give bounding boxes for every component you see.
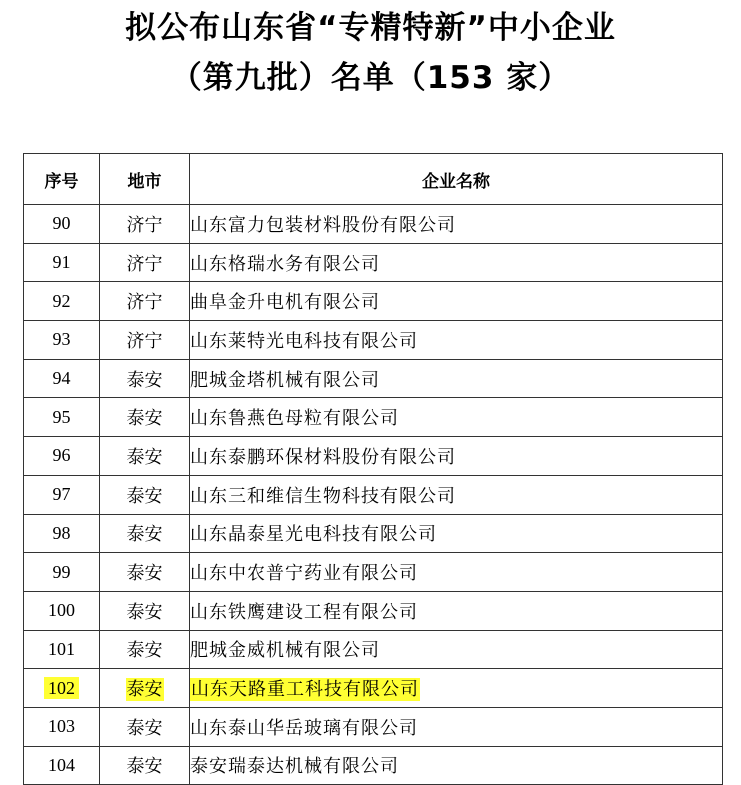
row-city-text: 泰安	[126, 446, 163, 468]
row-enterprise-name	[190, 707, 723, 746]
row-city	[100, 359, 190, 398]
row-enterprise-name	[190, 437, 723, 476]
row-enterprise-name-text: 山东泰鹏环保材料股份有限公司	[190, 446, 456, 468]
row-enterprise-name	[190, 591, 723, 630]
row-city	[100, 282, 190, 321]
row-serial-number	[24, 669, 100, 708]
row-serial-number	[24, 475, 100, 514]
row-city	[100, 514, 190, 553]
row-enterprise-name-text: 山东泰山华岳玻璃有限公司	[190, 717, 418, 739]
row-city	[100, 746, 190, 785]
row-city	[100, 398, 190, 437]
row-city-text: 泰安	[126, 524, 163, 546]
row-city-text: 泰安	[126, 408, 163, 430]
table-row	[24, 243, 723, 282]
row-city-text: 济宁	[126, 292, 163, 314]
row-enterprise-name	[190, 475, 723, 514]
row-serial-number-text: 102	[44, 677, 79, 699]
row-enterprise-name	[190, 359, 723, 398]
row-city-text: 泰安	[126, 563, 163, 585]
document-title-line-2: （第九批）名单（153 家）	[170, 60, 571, 96]
row-enterprise-name-text: 山东晶泰星光电科技有限公司	[190, 524, 437, 546]
row-serial-number	[24, 553, 100, 592]
row-enterprise-name-text: 肥城金威机械有限公司	[190, 640, 380, 662]
row-serial-number-text: 92	[52, 290, 71, 311]
table-row	[24, 475, 723, 514]
row-enterprise-name-text: 山东格瑞水务有限公司	[190, 253, 380, 275]
row-city	[100, 669, 190, 708]
table-row	[24, 398, 723, 437]
row-enterprise-name	[190, 205, 723, 244]
row-city-text: 泰安	[126, 601, 163, 623]
row-enterprise-name-text: 山东富力包装材料股份有限公司	[190, 214, 456, 236]
row-serial-number	[24, 321, 100, 360]
row-city-text: 济宁	[126, 214, 163, 236]
row-serial-number-text: 91	[52, 252, 71, 273]
row-city-text: 泰安	[126, 717, 163, 739]
row-serial-number-text: 100	[48, 600, 75, 621]
row-city-text: 泰安	[126, 679, 163, 701]
row-city-text: 泰安	[126, 756, 163, 778]
row-city	[100, 553, 190, 592]
row-serial-number-text: 90	[52, 213, 71, 234]
header-serial-number: 序号	[24, 154, 100, 205]
table-row	[24, 321, 723, 360]
row-serial-number	[24, 359, 100, 398]
table-row	[24, 746, 723, 785]
row-serial-number	[24, 514, 100, 553]
row-serial-number	[24, 437, 100, 476]
row-enterprise-name	[190, 630, 723, 669]
row-city	[100, 243, 190, 282]
row-enterprise-name-text: 山东铁鹰建设工程有限公司	[190, 601, 418, 623]
row-serial-number-text: 104	[48, 754, 75, 775]
row-serial-number-text: 94	[52, 368, 71, 389]
row-serial-number	[24, 707, 100, 746]
row-serial-number-text: 93	[52, 329, 71, 350]
row-serial-number-text: 103	[48, 716, 75, 737]
row-city	[100, 205, 190, 244]
row-city	[100, 707, 190, 746]
header-city: 地市	[100, 154, 190, 205]
row-city-text: 泰安	[126, 369, 163, 391]
row-enterprise-name	[190, 746, 723, 785]
row-serial-number-text: 98	[52, 522, 71, 543]
row-enterprise-name-text: 山东莱特光电科技有限公司	[190, 330, 418, 352]
row-enterprise-name-text: 曲阜金升电机有限公司	[190, 292, 380, 314]
row-serial-number-text: 96	[52, 445, 71, 466]
table-row	[24, 205, 723, 244]
row-serial-number-text: 101	[48, 638, 75, 659]
row-city-text: 泰安	[126, 640, 163, 662]
row-serial-number-text: 99	[52, 561, 71, 582]
row-serial-number	[24, 398, 100, 437]
table-row	[24, 514, 723, 553]
row-serial-number	[24, 591, 100, 630]
row-enterprise-name-text: 山东鲁燕色母粒有限公司	[190, 408, 399, 430]
table-row	[24, 359, 723, 398]
row-enterprise-name	[190, 321, 723, 360]
row-city	[100, 630, 190, 669]
row-enterprise-name-text: 泰安瑞泰达机械有限公司	[190, 756, 399, 778]
row-city	[100, 321, 190, 360]
row-serial-number	[24, 205, 100, 244]
row-city-text: 泰安	[126, 485, 163, 507]
row-enterprise-name	[190, 282, 723, 321]
row-enterprise-name	[190, 514, 723, 553]
row-serial-number-text: 95	[52, 406, 71, 427]
row-enterprise-name-text: 山东天路重工科技有限公司	[191, 679, 419, 701]
header-enterprise-name: 企业名称	[190, 154, 723, 205]
table-row	[24, 707, 723, 746]
row-enterprise-name	[190, 398, 723, 437]
document-title-line-1: 拟公布山东省“专精特新”中小企业	[125, 10, 616, 46]
row-enterprise-name-text: 山东中农普宁药业有限公司	[190, 563, 418, 585]
table-row	[24, 630, 723, 669]
row-enterprise-name-text: 山东三和维信生物科技有限公司	[190, 485, 456, 507]
row-serial-number	[24, 630, 100, 669]
row-city-text: 济宁	[126, 253, 163, 275]
row-city-text: 济宁	[126, 330, 163, 352]
row-enterprise-name	[190, 669, 723, 708]
table-row	[24, 437, 723, 476]
table-row	[24, 669, 723, 708]
row-enterprise-name-text: 肥城金塔机械有限公司	[190, 369, 380, 391]
row-city	[100, 475, 190, 514]
row-city	[100, 437, 190, 476]
row-serial-number	[24, 243, 100, 282]
table-row	[24, 282, 723, 321]
row-serial-number	[24, 282, 100, 321]
row-serial-number	[24, 746, 100, 785]
row-serial-number-text: 97	[52, 484, 71, 505]
enterprise-list-table	[23, 153, 723, 785]
table-header-row	[24, 154, 723, 205]
table-row	[24, 553, 723, 592]
row-enterprise-name	[190, 553, 723, 592]
row-enterprise-name	[190, 243, 723, 282]
table-row	[24, 591, 723, 630]
row-city	[100, 591, 190, 630]
